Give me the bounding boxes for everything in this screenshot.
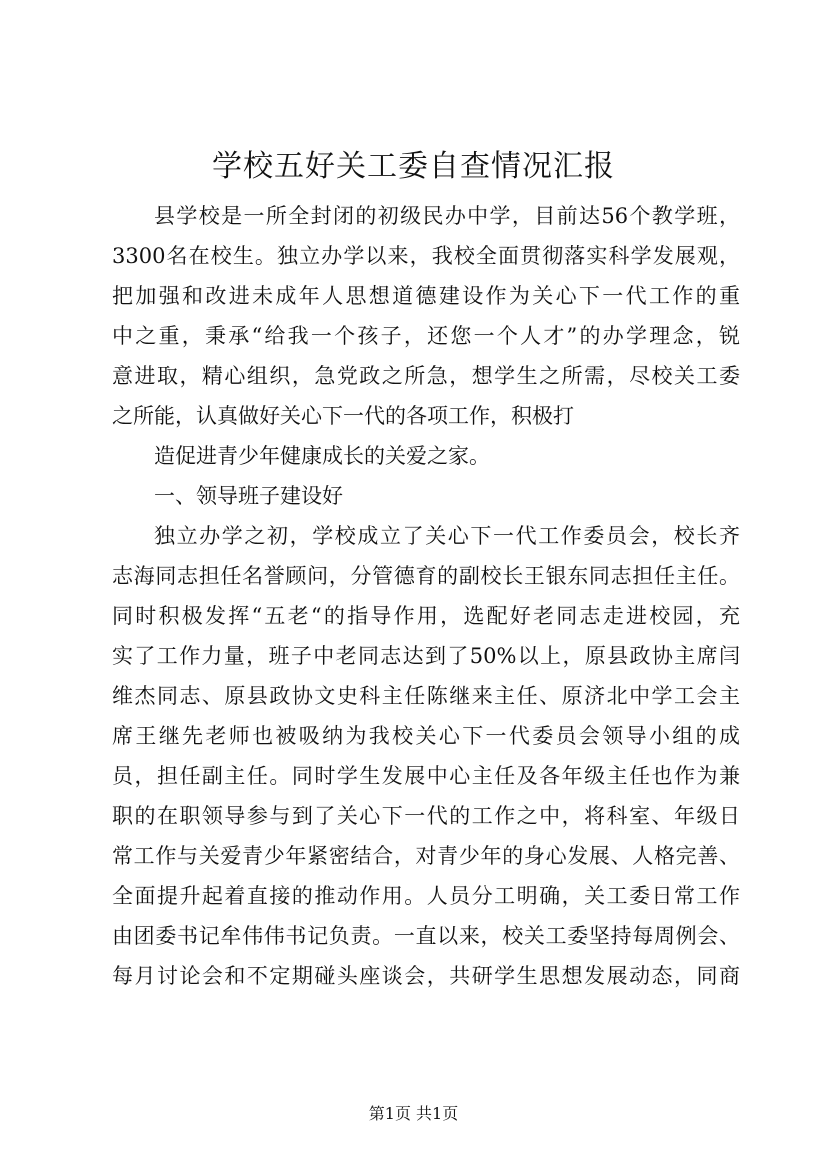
body-line: 全面提升起着直接的推动作用。人员分工明确，关工委日常工作 xyxy=(112,884,740,908)
body-line: 由团委书记牟伟伟书记负责。一直以来，校关工委坚持每周例会、 xyxy=(112,924,740,948)
body-line: 志海同志担任名誉顾问，分管德育的副校长王银东同志担任主任。 xyxy=(112,564,740,588)
document-body xyxy=(112,196,740,996)
body-line: 常工作与关爱青少年紧密结合，对青少年的身心发展、人格完善、 xyxy=(112,844,740,868)
body-line: 实了工作力量，班子中老同志达到了50%以上，原县政协主席闫 xyxy=(112,644,740,668)
body-line: 席王继先老师也被吸纳为我校关心下一代委员会领导小组的成 xyxy=(112,724,740,748)
body-line: 每月讨论会和不定期碰头座谈会，共研学生思想发展动态，同商 xyxy=(112,964,740,988)
body-line: 同时积极发挥“五老“的指导作用，选配好老同志走进校园，充 xyxy=(112,604,740,628)
document-title: 学校五好关工委自查情况汇报 xyxy=(212,149,615,184)
body-line: 员，担任副主任。同时学生发展中心主任及各年级主任也作为兼 xyxy=(112,764,740,788)
page-footer: 第1页 共1页 xyxy=(368,1104,459,1123)
body-line: 职的在职领导参与到了关心下一代的工作之中，将科室、年级日 xyxy=(112,804,740,828)
body-line: 县学校是一所全封闭的初级民办中学，目前达56个教学班， xyxy=(154,204,740,228)
body-line: 维杰同志、原县政协文史科主任陈继来主任、原济北中学工会主 xyxy=(112,684,740,708)
body-line: 独立办学之初，学校成立了关心下一代工作委员会，校长齐 xyxy=(154,524,740,548)
body-line: 意进取，精心组织，急党政之所急，想学生之所需，尽校关工委 xyxy=(112,364,740,388)
body-line: 之所能，认真做好关心下一代的各项工作，积极打 xyxy=(112,404,574,428)
body-line: 中之重，秉承“给我一个孩子，还您一个人才”的办学理念，锐 xyxy=(112,324,740,348)
body-line: 造促进青少年健康成长的关爱之家。 xyxy=(154,444,490,468)
body-line: 3300名在校生。独立办学以来，我校全面贯彻落实科学发展观， xyxy=(112,244,740,268)
section-heading: 一、领导班子建设好 xyxy=(154,484,343,508)
body-line: 把加强和改进未成年人思想道德建设作为关心下一代工作的重 xyxy=(112,284,740,308)
